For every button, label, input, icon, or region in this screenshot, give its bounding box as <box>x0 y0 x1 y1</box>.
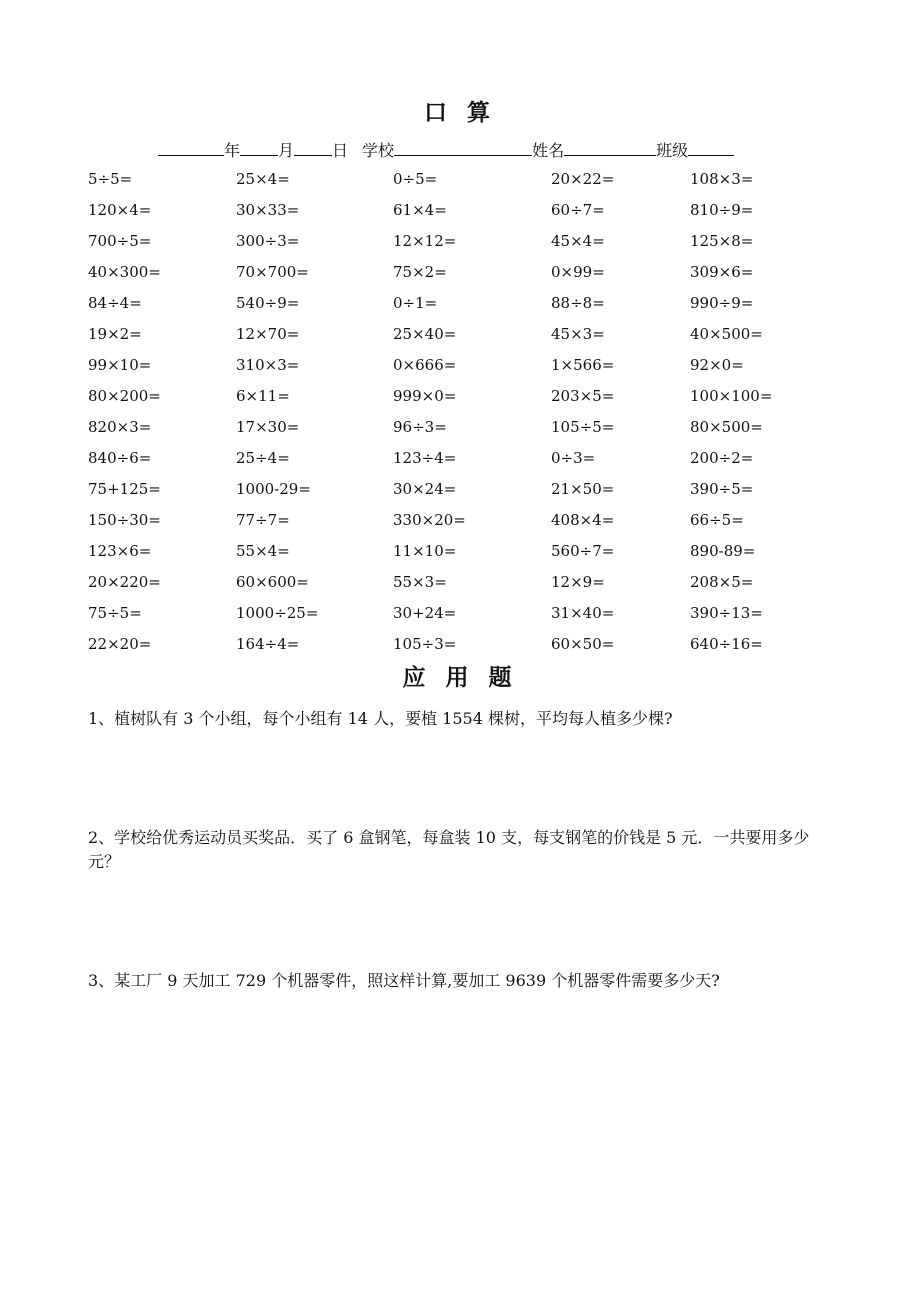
math-row <box>88 166 848 197</box>
math-problem: 330×20= <box>393 511 466 529</box>
math-problem: 30×33= <box>236 201 300 219</box>
math-row <box>88 352 848 383</box>
student-info-line <box>158 138 734 160</box>
math-problem: 390÷5= <box>690 480 754 498</box>
day-label: 日 <box>332 141 349 160</box>
math-row <box>88 259 848 290</box>
math-row <box>88 228 848 259</box>
math-problem: 92×0= <box>690 356 744 374</box>
math-problem: 990÷9= <box>690 294 754 312</box>
math-problem: 0×666= <box>393 356 457 374</box>
math-problem: 100×100= <box>690 387 773 405</box>
word-problem-2: 2、学校给优秀运动员买奖品．买了 6 盒钢笔，每盒装 10 支，每支钢笔的价钱是 5 元．一共要用多少元？ <box>88 828 810 871</box>
section-title-word-problems: 应 用 题 <box>402 664 518 691</box>
math-problem: 640÷16= <box>690 635 763 653</box>
math-problem: 820×3= <box>88 418 152 436</box>
math-problem: 560÷7= <box>551 542 615 560</box>
math-row <box>88 631 848 662</box>
math-problem: 19×2= <box>88 325 142 343</box>
math-problem: 20×22= <box>551 170 615 188</box>
math-problem: 12×70= <box>236 325 300 343</box>
math-problem: 80×500= <box>690 418 763 436</box>
math-problem: 96÷3= <box>393 418 447 436</box>
math-problem: 22×20= <box>88 635 152 653</box>
math-problem: 999×0= <box>393 387 457 405</box>
math-problem: 540÷9= <box>236 294 300 312</box>
math-problem: 40×500= <box>690 325 763 343</box>
day-blank[interactable] <box>294 138 332 156</box>
math-problem: 30+24= <box>393 604 457 622</box>
math-problem: 17×30= <box>236 418 300 436</box>
math-row <box>88 321 848 352</box>
math-problem: 5÷5= <box>88 170 133 188</box>
month-label: 月 <box>278 141 295 160</box>
math-row <box>88 445 848 476</box>
name-blank[interactable] <box>564 138 656 156</box>
math-problem: 55×4= <box>236 542 290 560</box>
year-blank[interactable] <box>158 138 224 156</box>
math-problem: 70×700= <box>236 263 309 281</box>
math-problem: 75×2= <box>393 263 447 281</box>
math-problem: 61×4= <box>393 201 447 219</box>
math-problem: 105÷5= <box>551 418 615 436</box>
math-problem: 75÷5= <box>88 604 142 622</box>
math-problem: 203×5= <box>551 387 615 405</box>
math-problem: 77÷7= <box>236 511 290 529</box>
math-problem: 309×6= <box>690 263 754 281</box>
math-problem: 700÷5= <box>88 232 152 250</box>
math-problem: 55×3= <box>393 573 447 591</box>
math-problem: 810÷9= <box>690 201 754 219</box>
math-row <box>88 414 848 445</box>
math-problem: 208×5= <box>690 573 754 591</box>
math-problem: 200÷2= <box>690 449 754 467</box>
math-row <box>88 383 848 414</box>
math-row <box>88 507 848 538</box>
math-problem: 408×4= <box>551 511 615 529</box>
math-problem: 99×10= <box>88 356 152 374</box>
math-problem: 60×600= <box>236 573 309 591</box>
mental-math-grid <box>88 166 848 662</box>
math-problem: 0×99= <box>551 263 605 281</box>
math-problem: 75+125= <box>88 480 161 498</box>
school-blank[interactable] <box>394 138 532 156</box>
math-problem: 300÷3= <box>236 232 300 250</box>
math-problem: 25×4= <box>236 170 290 188</box>
math-problem: 0÷3= <box>551 449 596 467</box>
math-problem: 80×200= <box>88 387 161 405</box>
math-problem: 6×11= <box>236 387 290 405</box>
math-problem: 11×10= <box>393 542 457 560</box>
math-problem: 310×3= <box>236 356 300 374</box>
math-problem: 123÷4= <box>393 449 457 467</box>
math-problem: 150÷30= <box>88 511 161 529</box>
word-problem-1: 1、植树队有 3 个小组，每个小组有 14 人，要植 1554 棵树，平均每人植多少棵? <box>88 709 673 728</box>
school-label: 学校 <box>362 141 395 160</box>
math-problem: 45×3= <box>551 325 605 343</box>
math-row <box>88 600 848 631</box>
math-problem: 1000÷25= <box>236 604 319 622</box>
math-problem: 0÷1= <box>393 294 438 312</box>
math-problem: 1×566= <box>551 356 615 374</box>
math-problem: 125×8= <box>690 232 754 250</box>
math-problem: 108×3= <box>690 170 754 188</box>
math-problem: 840÷6= <box>88 449 152 467</box>
math-problem: 123×6= <box>88 542 152 560</box>
math-problem: 25÷4= <box>236 449 290 467</box>
word-problem-3: 3、某工厂 9 天加工 729 个机器零件，照这样计算,要加工 9639 个机器零件需要多少天? <box>88 971 720 990</box>
math-problem: 164÷4= <box>236 635 300 653</box>
class-blank[interactable] <box>688 138 734 156</box>
month-blank[interactable] <box>240 138 278 156</box>
year-label: 年 <box>224 141 241 160</box>
name-label: 姓名 <box>532 141 565 160</box>
math-problem: 88÷8= <box>551 294 605 312</box>
math-problem: 66÷5= <box>690 511 744 529</box>
math-problem: 45×4= <box>551 232 605 250</box>
math-problem: 1000-29= <box>236 480 311 498</box>
math-problem: 31×40= <box>551 604 615 622</box>
math-problem: 12×12= <box>393 232 457 250</box>
math-problem: 60×50= <box>551 635 615 653</box>
math-row <box>88 197 848 228</box>
math-problem: 40×300= <box>88 263 161 281</box>
math-problem: 390÷13= <box>690 604 763 622</box>
math-row <box>88 569 848 600</box>
math-problem: 20×220= <box>88 573 161 591</box>
math-problem: 60÷7= <box>551 201 605 219</box>
math-problem: 25×40= <box>393 325 457 343</box>
class-label: 班级 <box>656 141 689 160</box>
section-title-mental-math: 口 算 <box>423 99 496 126</box>
math-problem: 84÷4= <box>88 294 142 312</box>
math-problem: 21×50= <box>551 480 615 498</box>
math-row <box>88 476 848 507</box>
math-problem: 890-89= <box>690 542 756 560</box>
math-problem: 12×9= <box>551 573 605 591</box>
math-row <box>88 538 848 569</box>
math-problem: 120×4= <box>88 201 152 219</box>
math-problem: 105÷3= <box>393 635 457 653</box>
math-problem: 0÷5= <box>393 170 438 188</box>
math-problem: 30×24= <box>393 480 457 498</box>
math-row <box>88 290 848 321</box>
